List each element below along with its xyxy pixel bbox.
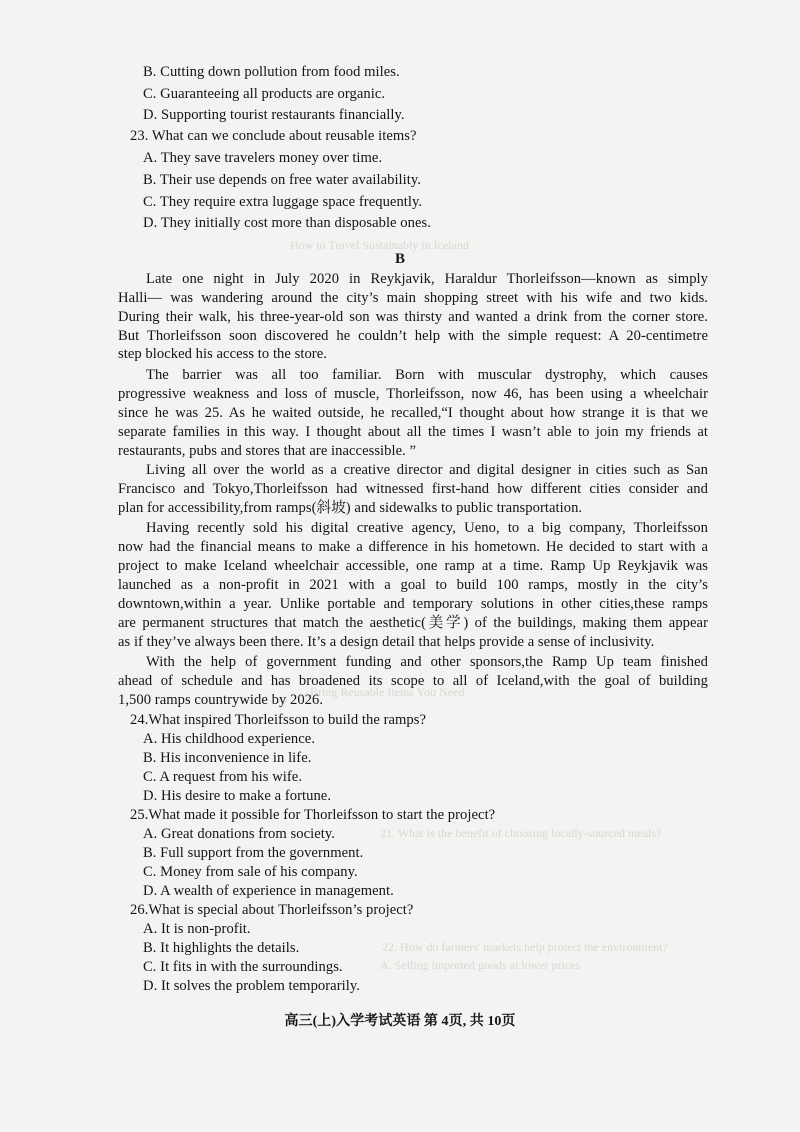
q25-option-b: B. Full support from the government. [143,845,364,861]
passage-line: since he was 25. As he waited outside, he recalled,“I thought about how strange it is that we [118,405,708,421]
q24-option-a: A. His childhood experience. [143,731,316,747]
q23-option-d: D. They initially cost more than disposable ones. [143,215,431,231]
q26-option-c: C. It fits in with the surroundings. [143,959,343,975]
passage-line: downtown,within a year. Unlike portable and temporary solutions in other cities,these ramps [118,596,708,612]
passage-line: project to make Iceland wheelchair accessible, one ramp at a time. Ramp Up Reykjavik was [118,558,708,574]
q23-stem: 23. What can we conclude about reusable items? [130,128,417,144]
passage-line: restaurants, pubs and stores that are inaccessible. ” [118,443,417,459]
bleed-through-text: Bring Reusable Items You Need [310,685,465,699]
passage-line: as if they’ve always been there. It’s a design detail that helps provide a sense of inclusivity. [118,634,655,650]
passage-line: plan for accessibility,from ramps(斜坡) and sidewalks to public transportation. [118,500,583,516]
passage-line: now had the financial means to make a difference in his hometown. He decided to start with a [118,539,708,555]
q26-option-d: D. It solves the problem temporarily. [143,978,360,994]
passage-line: Living all over the world as a creative director and digital designer in cities such as San [146,462,708,478]
q24-option-d: D. His desire to make a fortune. [143,788,332,804]
passage-line: With the help of government funding and other sponsors,the Ramp Up team finished [146,654,708,670]
passage-line: Late one night in July 2020 in Reykjavik, Haraldur Thorleifsson—known as simply [146,271,708,287]
page-footer: 高三(上)入学考试英语 第 4页, 共 10页 [284,1014,516,1029]
q24-stem: 24.What inspired Thorleifsson to build the ramps? [130,712,427,728]
q23-option-b: B. Their use depends on free water availability. [143,172,421,188]
passage-line: During their walk, his three-year-old son was thirsty and wanted a drink from the corner store. [118,309,708,325]
passage-line: 1,500 ramps countrywide by 2026. [118,692,324,708]
section-title: B [394,251,406,267]
q24-option-b: B. His inconvenience in life. [143,750,312,766]
passage-line: step blocked his access to the store. [118,346,327,362]
q25-option-d: D. A wealth of experience in management. [143,883,394,899]
q25-option-a: A. Great donations from society. [143,826,335,842]
passage-line: progressive weakness and loss of muscle, Thorleifsson, now 46, has been using a wheelchair [118,386,708,402]
q23-option-c: C. They require extra luggage space frequently. [143,194,423,210]
passage-line: launched as a non-profit in 2021 with a goal to build 100 ramps, mostly in the city’s [118,577,708,593]
passage-line: The barrier was all too familiar. Born with muscular dystrophy, which causes [146,367,708,383]
bleed-through-text: How to Travel Sustainably in Iceland [290,238,469,252]
passage-line: separate families in this way. I thought about all the times I wasn’t able to join my friends at [118,424,708,440]
q26-option-a: A. It is non-profit. [143,921,251,937]
q24-option-c: C. A request from his wife. [143,769,303,785]
q26-option-b: B. It highlights the details. [143,940,300,956]
q25-stem: 25.What made it possible for Thorleifsson to start the project? [130,807,496,823]
passage-line: ahead of schedule and has broadened its scope to all of Iceland,with the goal of building [118,673,708,689]
q26-stem: 26.What is special about Thorleifsson’s project? [130,902,414,918]
passage-line: Francisco and Tokyo,Thorleifsson had witnessed first-hand how different cities consider and [118,481,708,497]
bleed-through-text: 22. How do farmers' markets help protect the environment? [382,940,668,954]
passage-line: But Thorleifsson soon discovered he couldn’t help with the simple request: A 20-centimetre [118,328,708,344]
q22-option-b: B. Cutting down pollution from food miles. [143,64,400,80]
bleed-through-text: A. Selling imported goods at lower prices [380,958,581,972]
passage-line: Halli— was wandering around the city’s main shopping street with his wife and two kids. [118,290,708,306]
passage-line: are permanent structures that match the aesthetic(美学) of the buildings, making them appear [118,615,708,631]
q23-option-a: A. They save travelers money over time. [143,150,383,166]
passage-line: Having recently sold his digital creative agency, Ueno, to a big company, Thorleifsson [146,520,708,536]
q25-option-c: C. Money from sale of his company. [143,864,358,880]
q22-option-d: D. Supporting tourist restaurants financially. [143,107,405,123]
bleed-through-text: 21. What is the benefit of choosing locally-sourced meals? [380,826,662,840]
q22-option-c: C. Guaranteeing all products are organic. [143,86,386,102]
